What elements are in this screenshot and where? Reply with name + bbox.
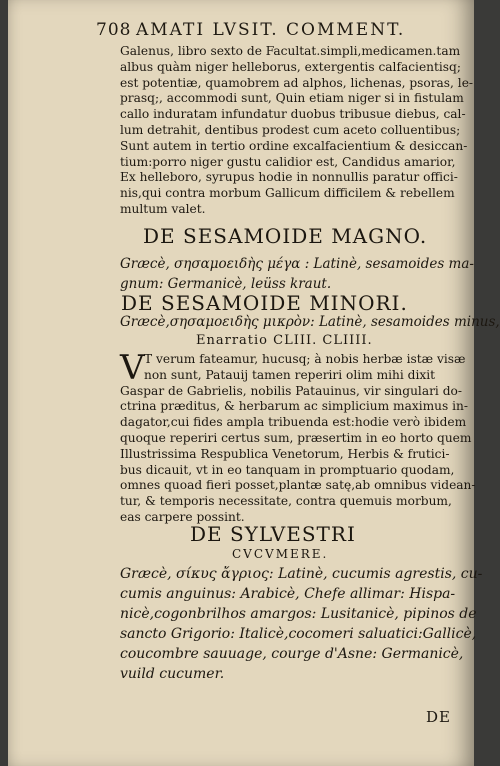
section-heading-sesamoide-minori: DE SESAMOIDE MINORI.	[121, 291, 408, 315]
text-line: tur, & temporis necessitate, contra quemuis morbum,	[120, 494, 452, 509]
paragraph-galenus	[120, 44, 474, 218]
text-line: nicè,cogonbrilhos amargos: Lusitanicè, pipinos de	[120, 606, 477, 622]
text-line: Illustrissima Respublica Venetorum, Herbis & frutici-	[120, 446, 450, 461]
text-line: cumis anguinus: Arabicè, Chefe allimar: Hispa-	[120, 586, 456, 602]
text-line: Græcè,σησαμοειδὴς μικρὸν: Latinè, sesamoides minus,	[120, 314, 500, 330]
text-line: multum valet.	[120, 201, 206, 216]
text-line: nis,qui contra morbum Gallicum difficilem & rebellem	[120, 186, 455, 201]
text-line: quoque reperiri certus sum, præsertim in eo horto quem	[120, 430, 472, 445]
text-line: bus dicauit, vt in eo tanquam in promptuario quodam,	[120, 462, 455, 477]
text-line: dagator,cui fides ampla tribuenda est:hodie verò ibidem	[120, 415, 467, 430]
text-line: tium:porro niger gustu calidior est, Candidus amarior,	[120, 154, 456, 169]
text-line: albus quàm niger helleborus, extergentis calfacientisq;	[120, 59, 461, 74]
section-heading-sesamoide-magno: DE SESAMOIDE MAGNO.	[143, 224, 428, 248]
page-header	[96, 20, 448, 44]
text-line: Græcè, σησαμοειδὴς μέγα : Latinè, sesamoides ma-	[120, 256, 474, 272]
text-line: T verum fateamur, hucusq; à nobis herbæ istæ visæ	[144, 352, 466, 366]
catchword: DE	[426, 708, 451, 726]
text-line: eas carpere possint.	[120, 509, 245, 524]
names-sylvestri-cucumere	[120, 564, 483, 684]
text-line: Sunt autem in tertio ordine excalfacientium & desiccan-	[120, 138, 468, 153]
section-heading-sylvestri: DE SYLVESTRI	[190, 522, 356, 546]
names-sesamoide-magno	[120, 254, 474, 294]
text-line: callo induratam infundatur duobus tribusue diebus, cal-	[120, 107, 466, 122]
section-subheading-cucumere: CVCVMERE.	[232, 547, 329, 561]
running-head: AMATI LVSIT. COMMENT.	[136, 20, 406, 40]
text-line: lum detrahit, dentibus prodest cum aceto colluentibus;	[120, 122, 461, 137]
book-page	[8, 0, 500, 766]
text-line: coucombre sauuage, courge d'Asne: Germanicè,	[120, 646, 464, 662]
enarratio-number: Enarratio CLIII. CLIIII.	[196, 333, 373, 348]
page-number: 708	[96, 20, 132, 40]
text-line: omnes quoad fieri posset,plantæ satę,ab omnibus videan-	[120, 478, 476, 493]
text-line: vuild cucumer.	[120, 666, 225, 682]
paragraph-verum	[120, 348, 476, 526]
text-line: sancto Grigorio: Italicè,cocomeri saluatici:Gallicè,	[120, 626, 477, 642]
text-line: ctrina præditus, & herbarum ac simplicium maximus in-	[120, 399, 469, 414]
text-line: Græcè, σίκυς ἄγριος: Latinè, cucumis agrestis, cu-	[120, 566, 483, 582]
text-line: Galenus, libro sexto de Facultat.simpli,medicamen.tam	[120, 44, 461, 58]
text-line: Gaspar de Gabrielis, nobilis Patauinus, vir singulari do-	[120, 383, 462, 398]
text-line: prasq;, accommodi sunt, Quin etiam niger si in fistulam	[120, 91, 464, 106]
drop-cap: V	[120, 348, 145, 388]
names-sesamoide-minori	[120, 312, 500, 332]
text-line: Ex helleboro, syrupus hodie in nonnullis paratur offici-	[120, 170, 458, 185]
text-line: est potentiæ, quamobrem ad alphos, lichenas, psoras, le-	[120, 75, 474, 90]
text-line: non sunt, Patauij tamen reperiri olim mihi dixit	[144, 367, 436, 382]
text-line: gnum: Germanicè, leüss kraut.	[120, 276, 332, 292]
